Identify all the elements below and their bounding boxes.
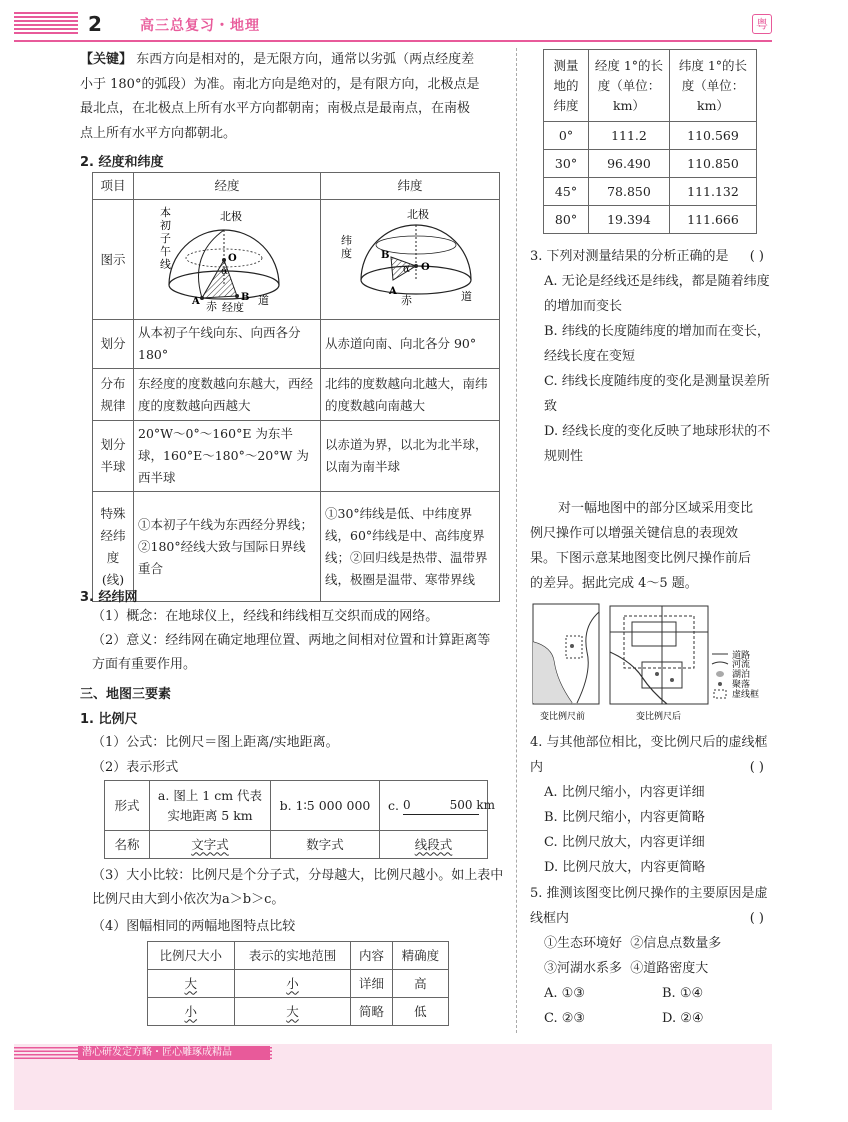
th-latitude: 纬度 <box>321 173 500 200</box>
scale-forms-title: （2）表示形式 <box>92 760 179 775</box>
th-item: 项目 <box>93 173 134 200</box>
lat-fig-b: B <box>381 250 390 261</box>
lat-fig-du: 度 <box>341 247 352 260</box>
q5-answer-paren[interactable]: ( ) <box>749 911 764 926</box>
lon-hemisphere: 20°W～0°～160°E 为东半球，160°E～180°～20°W 为西半球 <box>134 421 321 492</box>
scale-forms-table <box>104 780 495 859</box>
mt-r3-lon: 19.394 <box>589 206 670 234</box>
forms-row-label: 形式 <box>105 781 150 831</box>
lon-fig-a: A <box>192 296 200 307</box>
lat-fig-north-pole: 北极 <box>407 208 429 221</box>
lon-fig-dao: 道 <box>258 294 269 307</box>
mt-r2-latlen: 111.132 <box>669 178 756 206</box>
key-line-2: 小于 180°的弧段）为准。南北方向是绝对的，是有限方向，北极点是 <box>80 76 480 92</box>
mt-th-lat-length: 纬度 1°的长度（单位：km） <box>669 50 756 122</box>
q5-item-3: ③河湖水系多 <box>544 961 623 976</box>
row-label-hemisphere: 划分半球 <box>93 421 134 492</box>
lat-fig-wei: 纬 <box>341 234 352 247</box>
lon-special: ①本初子午线为东西经分界线；②180°经线大致与国际日界线重合 <box>134 492 321 602</box>
lat-fig-a: A <box>389 286 397 297</box>
lat-fig-alpha: α <box>403 264 410 275</box>
q4-answer-paren[interactable]: ( ) <box>749 760 764 775</box>
q5-item-1: ①生态环境好 <box>544 936 623 951</box>
lat-special: ①30°纬线是低、中纬度界线，60°纬线是中、高纬度界线；②回归线是热带、温带界线，极圈是温带、寒带界线 <box>321 492 500 602</box>
lon-fig-b: B <box>241 292 250 303</box>
mt-r1-lon: 96.490 <box>589 150 670 178</box>
scale-change-maps <box>532 602 768 724</box>
grid-line-3: 方面有重要作用。 <box>92 657 197 672</box>
scale-bar <box>402 797 495 815</box>
name-line-form: 线段式 <box>380 831 488 859</box>
lon-division: 从本初子午线向东、向西各分 180° <box>134 320 321 369</box>
region-badge: 粤 <box>752 14 772 34</box>
page-header-title: 高三总复习・地理 <box>140 18 260 34</box>
q4-option-c[interactable]: C. 比例尺放大，内容更详细 <box>544 835 705 850</box>
q5-option-d[interactable]: D. ②④ <box>662 1011 704 1026</box>
name-text-form: 文字式 <box>150 831 271 859</box>
scale-change-figure <box>532 602 768 724</box>
q5-items-row-2 <box>530 956 772 981</box>
lon-lat-table <box>92 172 500 602</box>
q5-option-b[interactable]: B. ①④ <box>662 986 704 1001</box>
section-lon-lat-title: 2. 经度和纬度 <box>80 155 164 170</box>
measurement-table <box>543 49 757 234</box>
scale-bar-zero: 0 <box>402 797 411 812</box>
mt-th-latitude: 测量地的纬度 <box>544 50 589 122</box>
compare-two-maps-title: （4）图幅相同的两幅地图特点比较 <box>92 919 296 934</box>
part-map-elements-title: 三、地图三要素 <box>80 687 172 702</box>
q3-stem: 3. 下列对测量结果的分析正确的是 <box>530 249 729 264</box>
compare-line-1: （3）大小比较：比例尺是个分子式，分母越大，比例尺越小。如上表中 <box>92 868 504 883</box>
q5-items-row-1 <box>530 931 772 956</box>
q5-options-row-2 <box>530 1006 772 1031</box>
names-row-label: 名称 <box>105 831 150 859</box>
question-4 <box>530 730 772 880</box>
form-c-prefix: c. <box>388 797 399 813</box>
q4-option-d[interactable]: D. 比例尺放大，内容更简略 <box>544 860 706 875</box>
q5-item-2: ②信息点数量多 <box>630 936 722 951</box>
mt-r2-lat: 45° <box>544 178 589 206</box>
row-label-distribution: 分布规律 <box>93 369 134 421</box>
mt-r1-latlen: 110.850 <box>669 150 756 178</box>
lat-fig-dao: 道 <box>461 290 472 303</box>
t3-r1-content: 详细 <box>351 970 392 998</box>
key-point-paragraph <box>80 48 504 146</box>
passage-line-3: 果。下图示意某地图变比例尺操作前后 <box>530 551 752 566</box>
page-number: 2 <box>88 12 102 36</box>
mt-r0-lat: 0° <box>544 122 589 150</box>
compare-line-2: 比例尺由大到小依次为a＞b＞c。 <box>92 892 285 907</box>
form-a-text: a. 图上 1 cm 代表实地距离 5 km <box>150 781 271 831</box>
form-b-text: b. 1∶5 000 000 <box>271 781 380 831</box>
grid-line-1: （1）概念：在地球仪上，经线和纬线相互交织而成的网络。 <box>92 609 439 624</box>
lon-fig-ben: 本 <box>160 206 171 219</box>
lat-fig-o: O <box>421 262 430 273</box>
legend-river: 河流 <box>732 660 751 670</box>
th-scale-size: 比例尺大小 <box>148 942 235 970</box>
q4-paren-line <box>530 755 772 780</box>
lon-fig-o: O <box>228 253 237 264</box>
header-stripes <box>14 12 78 34</box>
lon-fig-zi: 子 <box>160 232 171 245</box>
lon-fig-chu: 初 <box>160 219 171 232</box>
passage-line-1: 对一幅地图中的部分区域采用变比 <box>558 501 754 516</box>
t3-r2-content: 简略 <box>351 998 392 1026</box>
question-5 <box>530 881 772 1031</box>
lat-division: 从赤道向南、向北各分 90° <box>321 320 500 369</box>
header-rule <box>14 40 772 42</box>
longitude-diagram-cell <box>134 200 321 320</box>
th-precision: 精确度 <box>392 942 448 970</box>
passage-line-2: 例尺操作可以增强关键信息的表现效 <box>530 526 739 541</box>
longitude-hemisphere-diagram <box>134 200 312 312</box>
q5-option-c[interactable]: C. ②③ <box>544 1011 586 1026</box>
q4-option-a[interactable]: A. 比例尺缩小，内容更详细 <box>544 785 705 800</box>
lat-distribution: 北纬的度数越向北越大，南纬的度数越向南越大 <box>321 369 500 421</box>
q3-option-a[interactable]: A. 无论是经线还是纬线，都是随着纬度的增加而变长 <box>544 274 770 314</box>
question-3 <box>530 244 772 469</box>
q5-item-4: ④道路密度大 <box>630 961 709 976</box>
lon-fig-chi: 赤 <box>206 300 217 312</box>
lon-distribution: 东经度的度数越向东越大，西经度的度数越向西越大 <box>134 369 321 421</box>
name-number-form: 数字式 <box>271 831 380 859</box>
key-line-1: 【关键】 东西方向是相对的，是无限方向，通常以劣弧（两点经度差 <box>80 52 475 67</box>
t3-r2-scale: 小 <box>148 998 235 1026</box>
th-longitude: 经度 <box>134 173 321 200</box>
t3-r1-scale: 大 <box>148 970 235 998</box>
row-label-diagram: 图示 <box>93 200 134 320</box>
scale-bar-km: 500 km <box>449 797 495 812</box>
mt-r3-lat: 80° <box>544 206 589 234</box>
q4-stem: 4. 与其他部位相比，变比例尺后的虚线框内 <box>530 735 768 775</box>
mt-r0-lon: 111.2 <box>589 122 670 150</box>
grid-paragraph <box>92 605 504 677</box>
key-line-4: 点上所有水平方向都朝北。 <box>80 125 237 141</box>
caption-after: 变比例尺后 <box>636 712 682 722</box>
footer-stripes-right <box>250 1047 272 1059</box>
form-c-cell <box>380 781 495 831</box>
q3-option-c[interactable]: C. 纬线长度随纬度的变化是测量误差所致 <box>544 374 770 414</box>
t3-r2-precision: 低 <box>392 998 448 1026</box>
lat-fig-chi: 赤 <box>401 294 412 307</box>
lon-fig-xian: 线 <box>160 258 171 271</box>
mt-th-lon-length: 经度 1°的长度（单位：km） <box>589 50 670 122</box>
footer-slogan: 潜心研发定方略・匠心雕琢成精品 <box>82 1047 232 1058</box>
legend-road: 道路 <box>732 651 751 661</box>
header-bar <box>0 0 848 42</box>
q5-options-row-1 <box>530 981 772 1006</box>
t3-r1-range: 小 <box>234 970 351 998</box>
latitude-diagram-cell <box>321 200 500 320</box>
footer-stripes-left <box>14 1047 78 1059</box>
q3-option-d[interactable]: D. 经线长度的变化反映了地球形状的不规则性 <box>544 424 771 464</box>
th-content: 内容 <box>351 942 392 970</box>
row-label-division: 划分 <box>93 320 134 369</box>
compare-paragraph <box>92 864 504 912</box>
map-compare-table <box>147 941 449 1026</box>
q4-option-b[interactable]: B. 比例尺缩小，内容更简略 <box>544 810 705 825</box>
legend-settlement: 聚落 <box>732 680 751 690</box>
section-grid-title: 3. 经纬网 <box>80 590 138 605</box>
legend-lake: 湖泊 <box>732 670 751 680</box>
key-line-3: 最北点，在北极点上所有水平方向都朝南；南极点是最南点，在南极 <box>80 101 471 116</box>
map-passage <box>530 496 772 596</box>
mt-r3-latlen: 111.666 <box>669 206 756 234</box>
q5-stem: 5. 推测该图变比例尺操作的主要原因是虚线框内 <box>530 886 768 926</box>
passage-line-4: 的差异。据此完成 4～5 题。 <box>530 576 698 591</box>
scale-title: 1. 比例尺 <box>80 712 138 727</box>
column-divider <box>516 48 517 1033</box>
mt-r0-latlen: 110.569 <box>669 122 756 150</box>
lon-fig-north-pole: 北极 <box>220 210 242 223</box>
q3-answer-paren[interactable]: ( ) <box>749 249 764 264</box>
t3-r2-range: 大 <box>234 998 351 1026</box>
q3-option-b[interactable]: B. 纬线的长度随纬度的增加而在变长，经线长度在变短 <box>544 324 770 364</box>
th-range: 表示的实地范围 <box>234 942 351 970</box>
scale-formula: （1）公式：比例尺＝图上距离/实地距离。 <box>92 735 339 750</box>
lat-hemisphere: 以赤道为界，以北为北半球，以南为南半球 <box>321 421 500 492</box>
key-label: 【关键】 <box>80 52 133 67</box>
mt-r1-lat: 30° <box>544 150 589 178</box>
latitude-hemisphere-diagram <box>321 200 499 312</box>
t3-r1-precision: 高 <box>392 970 448 998</box>
grid-line-2: （2）意义：经纬网在确定地理位置、两地之间相对位置和计算距离等 <box>92 633 491 648</box>
lon-fig-jingdu: 经度 <box>222 301 244 312</box>
lon-fig-wu: 午 <box>160 245 171 258</box>
legend-dashed-box: 虚线框 <box>732 690 760 700</box>
row-label-special: 特殊经纬度(线) <box>93 492 134 602</box>
caption-before: 变比例尺前 <box>540 712 586 722</box>
q5-option-a[interactable]: A. ①③ <box>544 986 585 1001</box>
mt-r2-lon: 78.850 <box>589 178 670 206</box>
lon-fig-alpha: α <box>221 266 228 277</box>
